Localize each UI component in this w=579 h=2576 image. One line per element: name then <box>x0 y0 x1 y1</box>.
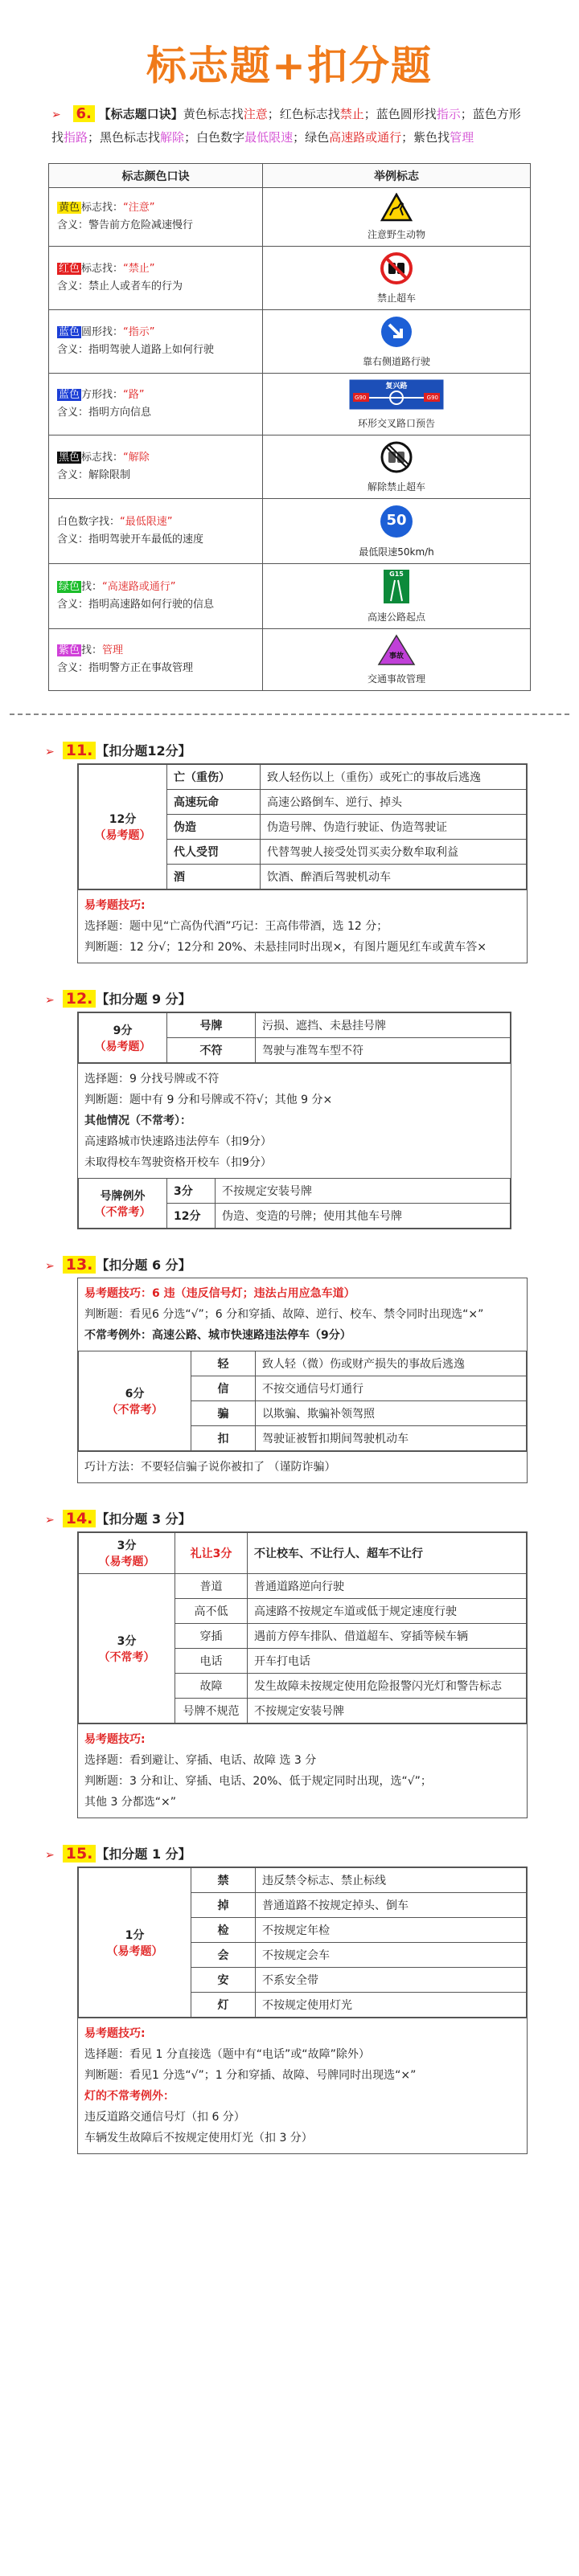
sign-rule-cell <box>49 435 263 499</box>
sign-example-cell <box>263 564 531 629</box>
description-cell: 致人轻伤以上（重伤）或死亡的事故后逃逸 <box>261 765 527 790</box>
points-value: 9分 <box>113 1024 133 1037</box>
sign-rule-cell <box>49 629 263 691</box>
rule-meaning: 含义：指明驾驶人道路上如何行驶 <box>57 344 215 356</box>
warn-sign-icon <box>380 193 413 225</box>
tips: 易考题技巧: 选择题：题中见“亡高伪代酒”巧记：王高伟带酒，选 12 分； 判断题：12 分√；12分和 20%、未悬挂同时出现×，有图片题见红车或黄车答× <box>78 889 527 963</box>
rule-text: 找： <box>81 581 103 593</box>
rule-text: 标志找： <box>81 202 124 214</box>
sign-rule-cell <box>49 188 263 247</box>
arrow-icon: ➢ <box>51 108 61 121</box>
rule-keyword: “注意” <box>123 202 155 214</box>
color-tag: 蓝色 <box>59 326 80 338</box>
points-cell <box>79 765 167 889</box>
points-note: （易考题） <box>94 829 151 842</box>
section-6-intro <box>0 103 579 149</box>
intro-part: 解除 <box>160 130 185 145</box>
keyword-cell: 代人受罚 <box>167 840 261 865</box>
section-lead: 【标志题口诀】 <box>98 107 183 121</box>
table-row <box>79 765 527 790</box>
points-note: （易考题） <box>98 1556 155 1568</box>
sign-rule-line <box>57 199 254 217</box>
divider <box>10 714 569 715</box>
keyword-cell: 穿插 <box>175 1624 248 1649</box>
keyword-cell: 会 <box>191 1943 256 1968</box>
keyword-cell: 高速玩命 <box>167 790 261 815</box>
section-12-box <box>77 1012 511 1229</box>
points-table <box>78 1012 511 1063</box>
description-cell: 不按交通信号灯通行 <box>256 1376 527 1401</box>
lift-sign-icon <box>380 440 413 477</box>
points-cell <box>79 1351 191 1451</box>
tips <box>78 1451 527 1482</box>
keepright-sign-icon <box>380 315 413 352</box>
accident-sign-icon <box>377 634 416 669</box>
tips: 易考题技巧: 选择题：看到避让、穿插、电话、故障 选 3 分 判断题：3 分和让、穿插、电话、20%、低于规定同时出现，选“√”； 其他 3 分都选“×” <box>78 1723 527 1818</box>
section-13-heading: ➢ 13. 【扣分题 6 分】 <box>45 1256 191 1274</box>
intro-part: 禁止 <box>339 107 364 121</box>
section-15-box <box>77 1867 528 2154</box>
color-tag: 蓝色 <box>59 389 80 401</box>
table-row <box>49 629 531 691</box>
guide-route-left: G90 <box>355 395 367 401</box>
intro-part: 指示 <box>436 107 461 121</box>
rule-meaning: 含义：指明驾驶开车最低的速度 <box>57 534 204 546</box>
keyword-cell: 高不低 <box>175 1599 248 1624</box>
tip-line: 违反道路交通信号灯（扣 6 分） <box>84 2111 245 2124</box>
keyword-cell: 3分 <box>167 1179 216 1204</box>
section-13-box <box>77 1278 528 1483</box>
arrow-icon: ➢ <box>45 1849 55 1862</box>
highway-code: G15 <box>389 570 404 578</box>
section-12-heading: ➢ 12. 【扣分题 9 分】 <box>45 990 191 1008</box>
intro-part: 高速路或通行 <box>329 130 402 145</box>
intro-part: 管理 <box>450 130 474 145</box>
keyword-cell: 掉 <box>191 1893 256 1918</box>
sign-example-cell <box>263 374 531 435</box>
sign-caption: 禁止超车 <box>376 292 416 304</box>
points-table <box>78 1351 527 1451</box>
table-row <box>79 1533 527 1574</box>
points-note: （不常考） <box>106 1403 163 1417</box>
sign-rule-line <box>57 642 254 660</box>
points-cell <box>79 1013 167 1063</box>
points-value: 3分 <box>117 1539 137 1552</box>
keyword-cell: 号牌 <box>167 1013 256 1038</box>
table-row <box>49 310 531 374</box>
sign-rule-cell <box>49 310 263 374</box>
intro-part: ；蓝色圆形找 <box>363 107 437 121</box>
tip-line: 选择题：看见 1 分直接选（题中有“电话”或“故障”除外） <box>84 2048 370 2061</box>
min-speed-number: 50 <box>386 512 407 529</box>
description-cell: 饮酒、醉酒后驾驶机动车 <box>261 865 527 889</box>
tip-line: 巧计方法：不要轻信骗子说你被扣了 （谨防诈骗） <box>84 1461 336 1474</box>
rule-meaning: 含义：禁止人或者车的行为 <box>57 280 183 292</box>
exception-table <box>78 1178 511 1229</box>
sign-example-cell <box>263 188 531 247</box>
sign-rule-line <box>57 260 254 278</box>
rule-meaning: 含义：指明方向信息 <box>57 407 152 419</box>
nopark-sign-icon <box>380 251 413 288</box>
rule-text: 圆形找： <box>81 326 124 338</box>
sign-example-cell <box>263 435 531 499</box>
description-cell: 伪造、变造的号牌；使用其他车号牌 <box>216 1204 511 1229</box>
sign-rule-cell <box>49 564 263 629</box>
keyword-cell: 礼让3分 <box>175 1533 248 1574</box>
arrow-icon: ➢ <box>45 994 55 1007</box>
sign-example-cell <box>263 310 531 374</box>
table-row <box>49 188 531 247</box>
rule-keyword: “路” <box>123 389 145 401</box>
table-row <box>49 499 531 564</box>
color-tag: 绿色 <box>59 581 80 593</box>
tip-line: 选择题：题中见“亡高伪代酒”巧记：王高伟带酒，选 12 分； <box>84 920 388 933</box>
points-value: 6分 <box>125 1387 145 1400</box>
sign-rule-line <box>57 449 254 467</box>
description-cell: 驾驶与准驾车型不符 <box>256 1038 511 1063</box>
tips: 易考题技巧：6 违（违反信号灯；违法占用应急车道） 判断题：看见6 分选“√”；6 分和穿插、故障、逆行、校车、禁令同时出现选“×” 不常考例外：高速公路、城市快速路违法停车（9分） <box>78 1278 527 1351</box>
description-cell: 致人轻（微）伤或财产损失的事故后逃逸 <box>256 1351 527 1376</box>
description-cell: 高速路不按规定车道或低于规定速度行驶 <box>248 1599 527 1624</box>
keyword-cell: 不符 <box>167 1038 256 1063</box>
description-cell: 违反禁令标志、禁止标线 <box>256 1868 527 1893</box>
table-header-left: 标志颜色口诀 <box>49 164 263 188</box>
sign-caption: 靠右侧道路行驶 <box>362 356 430 367</box>
color-tag: 红色 <box>59 263 80 275</box>
section-15-heading: ➢ 15. 【扣分题 1 分】 <box>45 1845 191 1862</box>
tip-line: 其他情况（不常考）： <box>84 1114 191 1127</box>
table-header-right: 举例标志 <box>263 164 531 188</box>
description-cell: 污损、遮挡、未悬挂号牌 <box>256 1013 511 1038</box>
points-value: 1分 <box>125 1928 145 1942</box>
color-tag: 黄色 <box>59 202 80 214</box>
tip-line: 判断题：3 分和让、穿插、电话、20%、低于规定同时出现，选“√”； <box>84 1775 432 1788</box>
table-row <box>79 1179 511 1204</box>
rule-keyword: “最低限速” <box>120 516 173 528</box>
intro-part: 指路 <box>64 130 88 145</box>
rule-meaning: 含义：指明警方正在事故管理 <box>57 662 194 674</box>
rule-meaning: 含义：警告前方危险减速慢行 <box>57 219 194 231</box>
description-cell: 驾驶证被暂扣期间驾驶机动车 <box>256 1426 527 1451</box>
description-cell: 高速公路倒车、逆行、掉头 <box>261 790 527 815</box>
tip-line: 选择题：看到避让、穿插、电话、故障 选 3 分 <box>84 1754 317 1767</box>
sign-rule-cell <box>49 499 263 564</box>
description-cell: 伪造号牌、伪造行驶证、伪造驾驶证 <box>261 815 527 840</box>
rule-meaning: 含义：指明高速路如何行驶的信息 <box>57 599 215 611</box>
description-cell: 普通道路逆向行驶 <box>248 1574 527 1599</box>
intro-part: 注意 <box>243 107 268 121</box>
tip-line: 判断题：看见1 分选“√”；1 分和穿插、故障、号牌同时出现选“×” <box>84 2069 417 2082</box>
keyword-cell: 伪造 <box>167 815 261 840</box>
keyword-cell: 骗 <box>191 1401 256 1426</box>
description-cell: 发生故障未按规定使用危险报警闪光灯和警告标志 <box>248 1674 527 1699</box>
intro-part: ；紫色找 <box>401 130 450 145</box>
intro-part: ；黑色标志找 <box>88 130 161 145</box>
guide-sign-text: 复兴路 <box>385 382 408 390</box>
table-row <box>79 1868 527 1893</box>
tips: 易考题技巧: 选择题：看见 1 分直接选（题中有“电话”或“故障”除外） 判断题：看见1 分选“√”；1 分和穿插、故障、号牌同时出现选“×” 灯的不常考例外： 违反道路交通信号灯（扣 6 分） 车辆发生故障后不按规定使用灯光（扣 3 分） <box>78 2018 527 2153</box>
points-value: 12分 <box>109 813 137 826</box>
intro-part: 最低限速 <box>244 130 294 145</box>
section-14-heading: ➢ 14. 【扣分题 3 分】 <box>45 1510 191 1527</box>
tip-line: 判断题：题中有 9 分和号牌或不符√；其他 9 分× <box>84 1094 333 1106</box>
keyword-cell: 亡（重伤） <box>167 765 261 790</box>
points-cell <box>79 1574 175 1723</box>
section-11-heading: ➢ 11. 【扣分题12分】 <box>45 742 191 759</box>
points-note: （易考题） <box>94 1040 151 1053</box>
rule-text: 方形找： <box>81 389 124 401</box>
sign-caption: 最低限速50km/h <box>359 546 434 558</box>
points-note: （易考题） <box>106 1944 163 1958</box>
sign-rule-line <box>57 579 254 596</box>
highway-sign-icon <box>383 569 410 607</box>
rule-text: 白色数字找： <box>57 516 121 528</box>
keyword-cell: 灯 <box>191 1993 256 2018</box>
keyword-cell: 故障 <box>175 1674 248 1699</box>
sign-caption: 高速公路起点 <box>367 611 425 623</box>
tip-line: 判断题：12 分√；12分和 20%、未悬挂同时出现×，有图片题见红车或黄车答× <box>84 941 487 954</box>
description-cell: 不让校车、不让行人、超车不让行 <box>248 1533 527 1574</box>
points-table <box>78 1532 527 1723</box>
table-row <box>49 564 531 629</box>
section-14-box <box>77 1531 528 1818</box>
sign-caption: 解除禁止超车 <box>367 481 425 493</box>
section-11-box <box>77 763 528 963</box>
intro-part: ；白色数字 <box>184 130 245 145</box>
page-title: 标志题+扣分题 <box>146 43 433 89</box>
keyword-cell: 号牌不规范 <box>175 1699 248 1723</box>
keyword-cell: 电话 <box>175 1649 248 1674</box>
keyword-cell: 安 <box>191 1968 256 1993</box>
keyword-cell: 普道 <box>175 1574 248 1599</box>
arrow-icon: ➢ <box>45 1514 55 1527</box>
tip-line: 其他 3 分都选“×” <box>84 1796 177 1809</box>
intro-part: 黄色标志找 <box>183 107 244 121</box>
keyword-cell: 检 <box>191 1918 256 1943</box>
sign-example-cell <box>263 499 531 564</box>
arrow-icon: ➢ <box>45 1260 55 1273</box>
color-tag: 紫色 <box>59 644 80 656</box>
sign-rule-cell <box>49 374 263 435</box>
description-cell: 不按规定使用灯光 <box>256 1993 527 2018</box>
points-note: （不常考） <box>98 1650 155 1664</box>
intro-part: ；绿色 <box>293 130 330 145</box>
arrow-icon: ➢ <box>45 746 55 758</box>
description-cell: 以欺骗、欺骗补领驾照 <box>256 1401 527 1426</box>
description-cell: 遇前方停车排队、借道超车、穿插等候车辆 <box>248 1624 527 1649</box>
tips <box>78 1063 511 1178</box>
keyword-cell: 禁 <box>191 1868 256 1893</box>
rule-meaning: 含义：解除限制 <box>57 469 131 481</box>
keyword-cell: 轻 <box>191 1351 256 1376</box>
sign-example-cell <box>263 247 531 310</box>
sign-caption: 交通事故管理 <box>367 673 425 685</box>
keyword-cell: 信 <box>191 1376 256 1401</box>
description-cell: 不按规定会车 <box>256 1943 527 1968</box>
sign-rule-cell <box>49 247 263 310</box>
tip-line: 不常考例外：高速公路、城市快速路违法停车（9分） <box>84 1329 351 1342</box>
description-cell: 不按规定安装号牌 <box>216 1179 511 1204</box>
description-cell: 开车打电话 <box>248 1649 527 1674</box>
table-row <box>79 1574 527 1599</box>
rule-text: 标志找： <box>81 452 124 464</box>
sign-rule-line <box>57 513 254 531</box>
rule-keyword: “禁止” <box>123 263 155 275</box>
description-cell: 普通道路不按规定掉头、倒车 <box>256 1893 527 1918</box>
points-table <box>78 1867 527 2018</box>
tip-line: 高速路城市快速路违法停车（扣9分） <box>84 1135 272 1148</box>
rule-keyword: “高速路或通行” <box>102 581 176 593</box>
guide-sign-icon <box>348 378 445 414</box>
description-cell: 代替驾驶人接受处罚买卖分数牟取利益 <box>261 840 527 865</box>
min50-sign-icon <box>379 504 414 542</box>
points-cell <box>79 1179 167 1229</box>
points-value: 号牌例外 <box>100 1189 146 1203</box>
rule-text: 标志找： <box>81 263 124 275</box>
keyword-cell: 酒 <box>167 865 261 889</box>
sign-caption: 注意野生动物 <box>367 229 425 240</box>
rule-text: 找： <box>81 644 103 656</box>
sign-rule-line <box>57 324 254 341</box>
tip-line: 选择题：9 分找号牌或不符 <box>84 1073 220 1086</box>
sign-caption: 环形交叉路口预告 <box>357 418 435 429</box>
table-row <box>79 1013 511 1038</box>
table-row <box>49 435 531 499</box>
rule-keyword: “解除 <box>123 452 150 464</box>
intro-part: ；蓝色方形找 <box>51 107 521 145</box>
points-value: 3分 <box>117 1634 137 1648</box>
guide-route-right: G90 <box>426 395 438 401</box>
keyword-cell: 扣 <box>191 1426 256 1451</box>
keyword-cell: 12分 <box>167 1204 216 1229</box>
sign-rule-line <box>57 386 254 404</box>
color-tag: 黑色 <box>59 452 80 464</box>
sign-example-cell <box>263 629 531 691</box>
points-note: （不常考） <box>94 1205 151 1219</box>
rule-keyword: 管理 <box>102 644 124 656</box>
points-cell <box>79 1868 191 2018</box>
table-row <box>79 1351 527 1376</box>
section-number: 6. <box>73 105 95 122</box>
description-cell: 不系安全带 <box>256 1968 527 1993</box>
points-table <box>78 764 527 889</box>
intro-part: ；红色标志找 <box>267 107 340 121</box>
description-cell: 不按规定年检 <box>256 1918 527 1943</box>
points-cell <box>79 1533 175 1574</box>
tip-line: 未取得校车驾驶资格开校车（扣9分） <box>84 1156 272 1169</box>
table-row <box>49 247 531 310</box>
accident-text: 事故 <box>388 652 404 660</box>
sign-table <box>48 163 531 691</box>
tip-line: 判断题：看见6 分选“√”；6 分和穿插、故障、逆行、校车、禁令同时出现选“×” <box>84 1308 484 1321</box>
tip-line: 车辆发生故障后不按规定使用灯光（扣 3 分） <box>84 2132 313 2145</box>
rule-keyword: “指示” <box>123 326 155 338</box>
table-row <box>49 374 531 435</box>
description-cell: 不按规定安装号牌 <box>248 1699 527 1723</box>
